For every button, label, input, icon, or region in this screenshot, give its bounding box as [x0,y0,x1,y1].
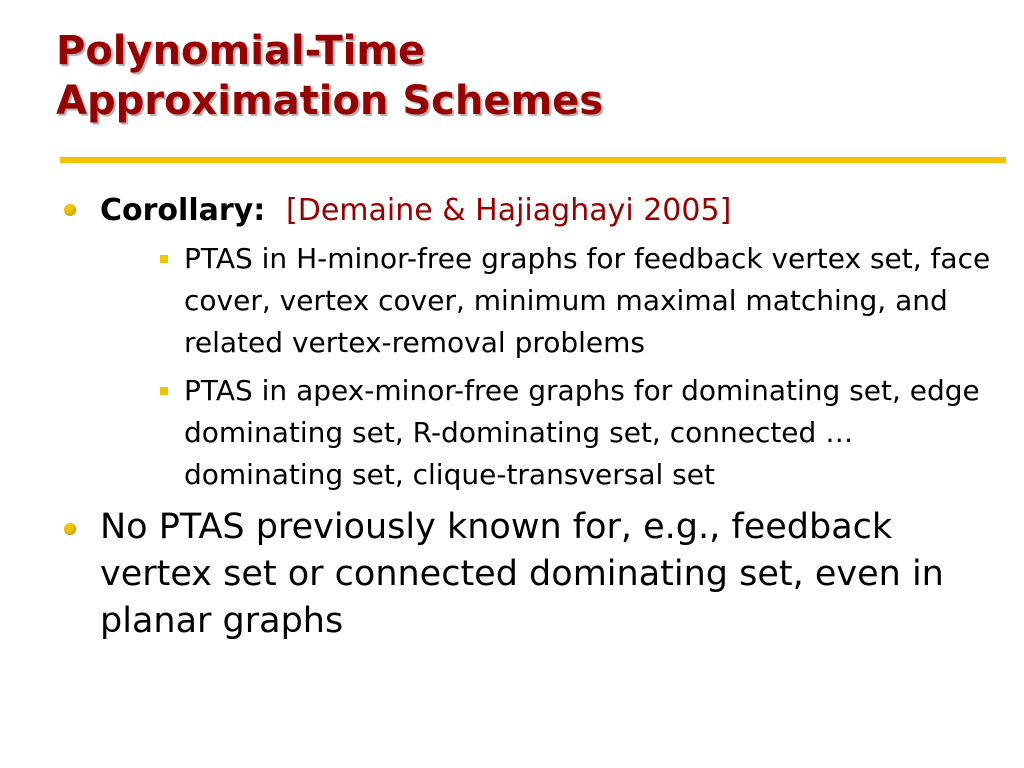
sub-bullet-list [100,238,1012,496]
square-bullet-icon [160,255,168,263]
bullet-corollary-text [100,186,1012,234]
citation: [Demaine & Hajiaghayi 2005] [286,193,732,228]
slide-title [56,26,956,126]
sub-bullet-apex-minor-free [100,370,1012,496]
bullet-no-ptas [62,504,1012,645]
round-bullet-icon [64,523,76,535]
slide-title-line-2: Approximation Schemes [56,78,604,124]
corollary-label: Corollary: [100,193,266,228]
sub-bullet-text: PTAS in apex-minor-free graphs for dominating set, edge dominating set, R-dominating set, connected … dominating set, clique-transversal set [184,374,980,491]
slide-title-line-1: Polynomial-Time [56,28,426,74]
round-bullet-icon [64,204,76,216]
sub-bullet-text: PTAS in H-minor-free graphs for feedback vertex set, face cover, vertex cover, minimum maximal matching, and related vertex-removal problems [184,242,991,359]
square-bullet-icon [160,387,168,395]
slide-body [62,186,1012,645]
title-divider [60,157,1006,163]
bullet-corollary [62,186,1012,496]
sub-bullet-h-minor-free [100,238,1012,364]
bullet-no-ptas-text: No PTAS previously known for, e.g., feedback vertex set or connected dominating set, even in planar graphs [100,507,944,641]
